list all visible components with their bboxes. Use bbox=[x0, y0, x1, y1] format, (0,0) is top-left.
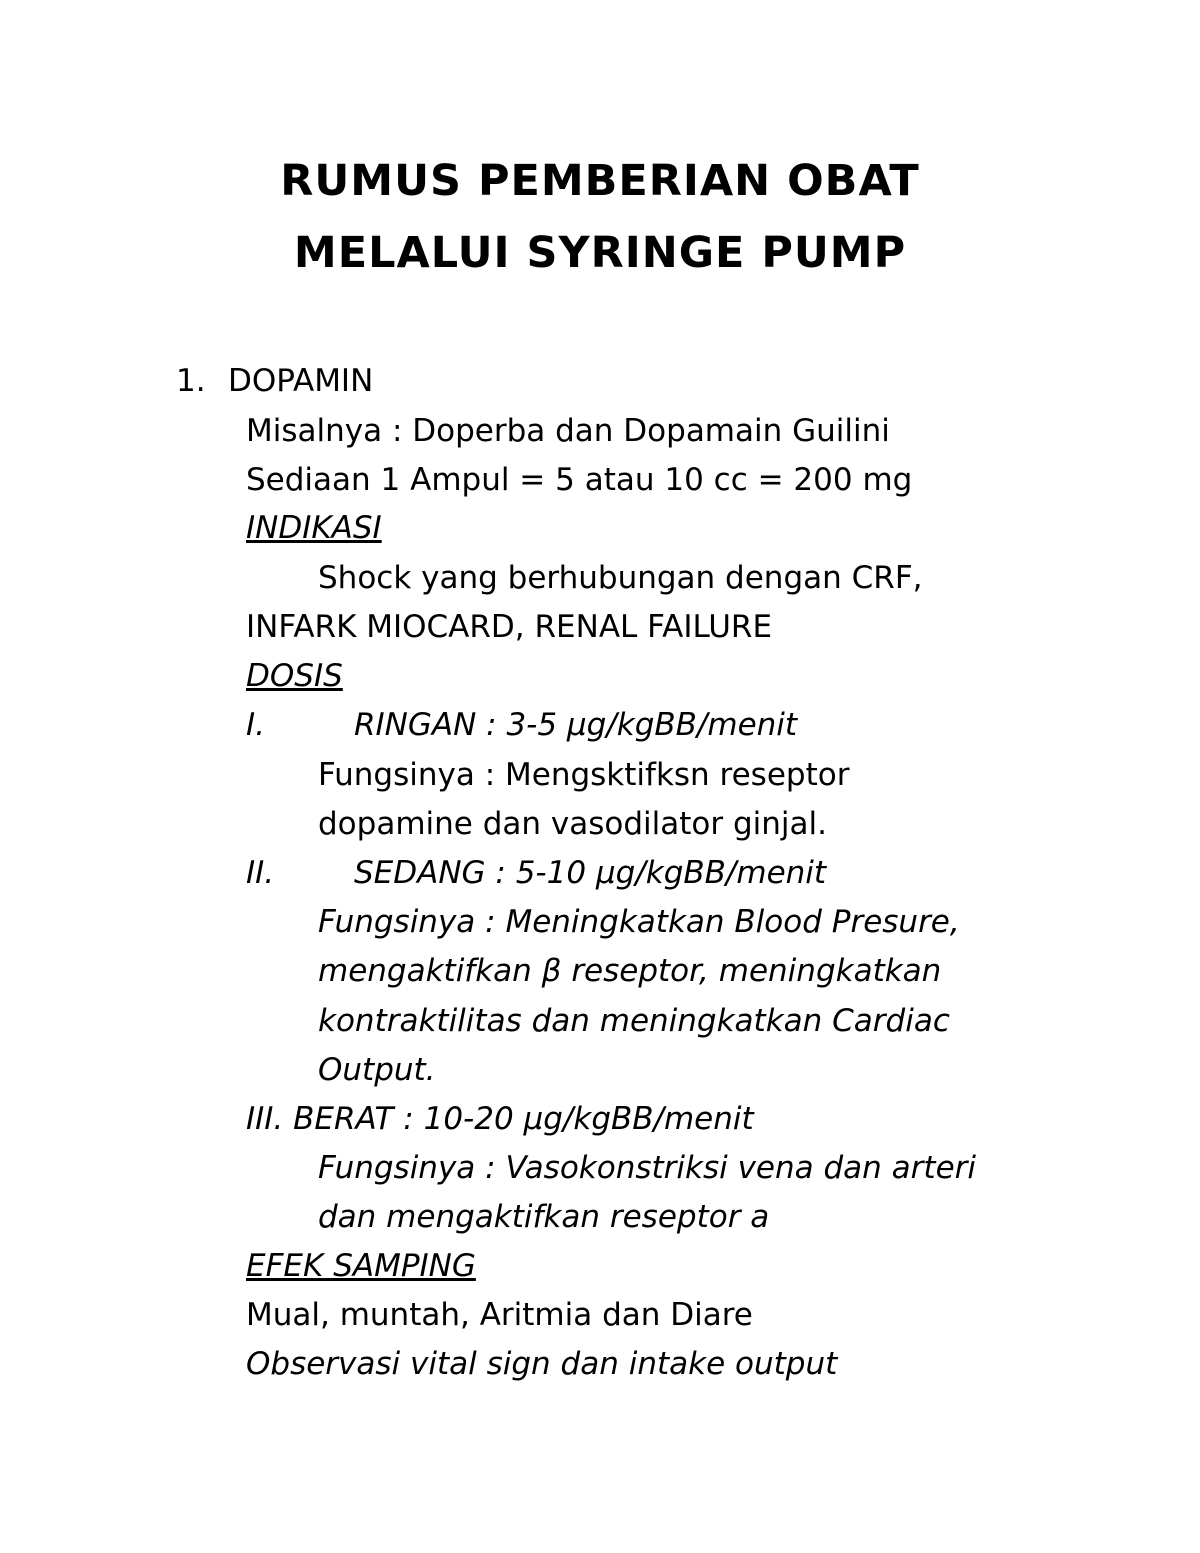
preparation-line: Sediaan 1 Ampul = 5 atau 10 cc = 200 mg bbox=[246, 462, 913, 498]
efek-samping-text: Mual, muntah, Aritmia dan Diare bbox=[246, 1297, 753, 1333]
dose-label: BERAT : 10-20 µg/kgBB/menit bbox=[293, 1101, 754, 1137]
dose-sedang-function-1: Fungsinya : Meningkatkan Blood Presure, bbox=[318, 904, 960, 940]
dose-berat-function-2: dan mengaktifkan reseptor a bbox=[318, 1199, 770, 1235]
dose-sedang-function-3: kontraktilitas dan meningkatkan Cardiac bbox=[318, 1003, 950, 1039]
dose-berat-heading bbox=[246, 1101, 754, 1137]
dose-ringan-function-2: dopamine dan vasodilator ginjal. bbox=[318, 806, 827, 842]
dosis-label: DOSIS bbox=[246, 658, 343, 694]
dose-label: RINGAN : 3-5 µg/kgBB/menit bbox=[354, 707, 798, 743]
title-line-2: MELALUI SYRINGE PUMP bbox=[293, 228, 907, 278]
indikasi-text-1: Shock yang berhubungan dengan CRF, bbox=[318, 560, 923, 596]
title-line-1: RUMUS PEMBERIAN OBAT bbox=[280, 156, 920, 206]
observasi-text: Observasi vital sign dan intake output bbox=[246, 1346, 838, 1382]
dose-ringan-heading bbox=[246, 707, 798, 743]
dose-sedang-function-4: Output. bbox=[318, 1052, 436, 1088]
dose-berat-function-1: Fungsinya : Vasokonstriksi vena dan arteri bbox=[318, 1150, 977, 1186]
dose-label: SEDANG : 5-10 µg/kgBB/menit bbox=[354, 855, 827, 891]
example-line: Misalnya : Doperba dan Dopamain Guilini bbox=[246, 413, 890, 449]
section-title: DOPAMIN bbox=[228, 363, 374, 399]
indikasi-text-2: INFARK MIOCARD, RENAL FAILURE bbox=[246, 609, 773, 645]
indikasi-label: INDIKASI bbox=[246, 510, 382, 546]
dose-sedang-heading bbox=[246, 855, 827, 891]
section-number: 1. bbox=[176, 363, 206, 399]
dose-sedang-function-2: mengaktifkan β reseptor, meningkatkan bbox=[318, 953, 942, 989]
efek-samping-label: EFEK SAMPING bbox=[246, 1248, 476, 1284]
dose-numeral: I. bbox=[246, 707, 265, 743]
dose-ringan-function-1: Fungsinya : Mengsktifksn reseptor bbox=[318, 757, 850, 793]
section-heading bbox=[176, 363, 374, 399]
dose-numeral: II. bbox=[246, 855, 275, 891]
dose-numeral: III. bbox=[246, 1101, 284, 1137]
